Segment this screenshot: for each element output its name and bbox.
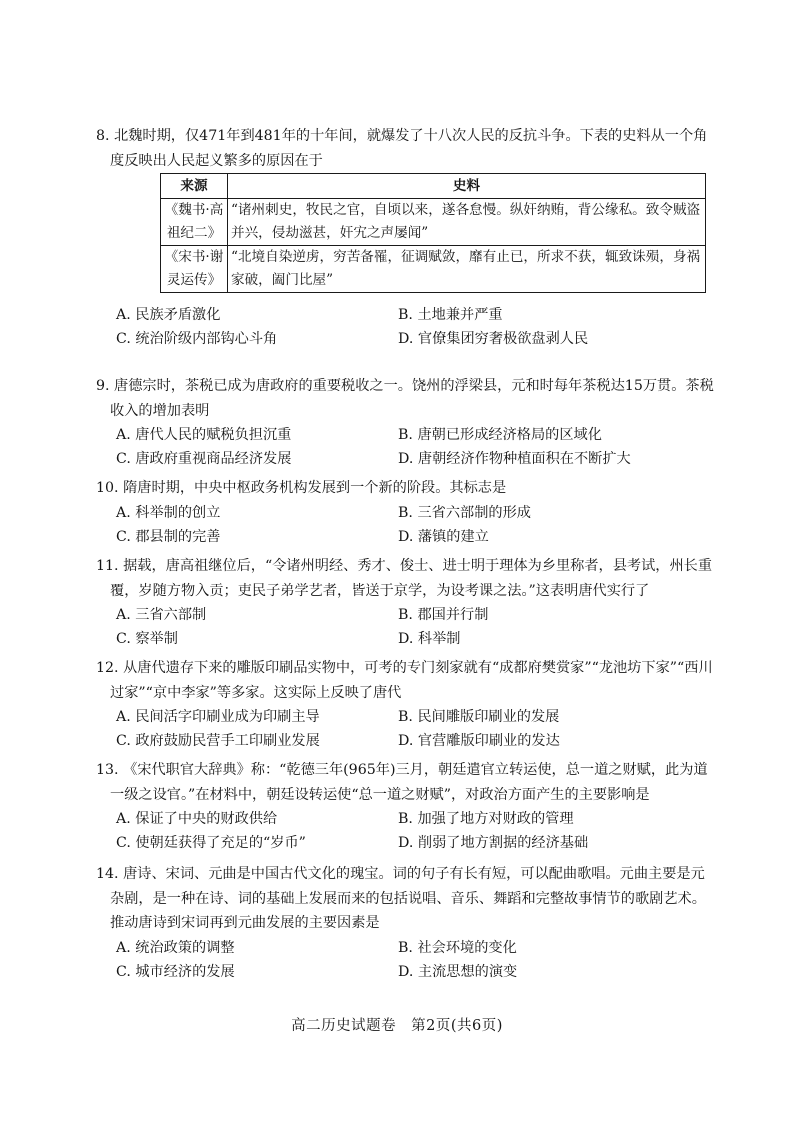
option-b[interactable]: B. 三省六部制的形成	[398, 504, 531, 521]
question-stem: 9. 唐德宗时，茶税已成为唐政府的重要税收之一。饶州的浮梁县，元和时每年茶税达15万贯。茶税收入的增加表明	[96, 378, 714, 419]
option-d[interactable]: D. 唐朝经济作物种植面积在不断扩大	[398, 451, 631, 467]
question-9	[96, 374, 716, 471]
question-13	[96, 758, 716, 855]
options	[116, 423, 716, 471]
option-c[interactable]: C. 郡县制的完善	[116, 528, 221, 545]
option-c[interactable]: C. 城市经济的发展	[116, 963, 235, 980]
option-d[interactable]: D. 科举制	[398, 631, 461, 647]
question-12	[96, 656, 716, 753]
table-header-row	[161, 174, 706, 199]
table-row	[161, 246, 706, 293]
option-b[interactable]: B. 民间雕版印刷业的发展	[398, 709, 560, 725]
option-c[interactable]: C. 统治阶级内部钩心斗角	[116, 331, 278, 347]
option-a[interactable]: A. 民族矛盾激化	[116, 307, 221, 323]
options	[116, 936, 716, 984]
option-c[interactable]: C. 使朝廷获得了充足的“岁币”	[116, 835, 306, 851]
options	[116, 603, 716, 651]
option-d[interactable]: D. 主流思想的演变	[398, 963, 518, 980]
table-row	[161, 199, 706, 246]
question-stem: 11. 据载，唐高祖继位后，“令诸州明经、秀才、俊士、进士明于理体为乡里称者，县考试，州长重覆，岁随方物入贡；吏民子弟学艺者，皆送于京学，为设考课之法。”这表明唐代实行了	[96, 558, 713, 599]
table-cell-source: 《宋书·谢灵运传》	[161, 246, 228, 293]
option-d[interactable]: D. 削弱了地方割据的经济基础	[398, 835, 589, 851]
options	[116, 807, 716, 855]
option-b[interactable]: B. 社会环境的变化	[398, 939, 517, 956]
question-stem: 8. 北魏时期，仅471年到481年的十年间，就爆发了十八次人民的反抗斗争。下表的史料从一个角度反映出人民起义繁多的原因在于	[96, 128, 708, 169]
table-header: 史料	[228, 174, 706, 199]
option-b[interactable]: B. 唐朝已形成经济格局的区域化	[398, 427, 602, 443]
option-a[interactable]: A. 三省六部制	[116, 607, 207, 623]
question-stem: 10. 隋唐时期，中央中枢政务机构发展到一个新的阶段。其标志是	[96, 480, 507, 496]
options	[116, 303, 716, 351]
option-b[interactable]: B. 加强了地方对财政的管理	[398, 811, 574, 827]
option-c[interactable]: C. 察举制	[116, 631, 178, 647]
source-table	[160, 173, 706, 293]
table-cell-text: “诸州刺史，牧民之官，自顷以来，遂各怠慢。纵奸纳贿，背公缘私。致令贼盗并兴，侵劫滋甚，奸宄之声屡闻”	[228, 199, 706, 246]
option-b[interactable]: B. 郡国并行制	[398, 607, 489, 623]
option-c[interactable]: C. 唐政府重视商品经济发展	[116, 451, 292, 467]
options	[116, 501, 716, 549]
page-footer: 高二历史试题卷 第2页(共6页)	[291, 1018, 503, 1034]
option-d[interactable]: D. 藩镇的建立	[398, 528, 489, 545]
question-8	[96, 124, 716, 351]
option-b[interactable]: B. 土地兼并严重	[398, 307, 503, 323]
option-a[interactable]: A. 保证了中央的财政供给	[116, 811, 278, 827]
option-d[interactable]: D. 官营雕版印刷业的发达	[398, 733, 560, 749]
question-11	[96, 554, 716, 651]
options	[116, 705, 716, 753]
question-stem: 13. 《宋代职官大辞典》称：“乾德三年(965年)三月，朝廷遣官立转运使，总一道之财赋，此为道一级之设官。”在材料中，朝廷设转运使“总一道之财赋”，对政治方面产生的主要影响是	[96, 762, 708, 803]
option-d[interactable]: D. 官僚集团穷奢极欲盘剥人民	[398, 331, 589, 347]
table-header: 来源	[161, 174, 228, 199]
option-a[interactable]: A. 科举制的创立	[116, 504, 221, 521]
option-a[interactable]: A. 统治政策的调整	[116, 939, 235, 956]
question-10	[96, 476, 716, 549]
table-cell-text: “北境自染逆虏，穷苦备罹，征调赋敛，靡有止已，所求不获，辄致诛殒，身祸家破，阖门比屋”	[228, 246, 706, 293]
question-stem: 12. 从唐代遗存下来的雕版印刷品实物中，可考的专门刻家就有“成都府樊赏家”“龙池坊下家”“西川过家”“京中李家”等多家。这实际上反映了唐代	[96, 660, 713, 701]
option-c[interactable]: C. 政府鼓励民营手工印刷业发展	[116, 733, 320, 749]
option-a[interactable]: A. 民间活字印刷业成为印刷主导	[116, 709, 320, 725]
option-a[interactable]: A. 唐代人民的赋税负担沉重	[116, 427, 292, 443]
question-stem: 14. 唐诗、宋词、元曲是中国古代文化的瑰宝。词的句子有长有短，可以配曲歌唱。元曲主要是元杂剧，是一种在诗、词的基础上发展而来的包括说唱、音乐、舞蹈和完整故事情节的歌剧艺术。推动唐诗到宋词再到元曲发展的主要因素是	[96, 866, 706, 931]
question-14	[96, 862, 716, 984]
table-cell-source: 《魏书·高祖纪二》	[161, 199, 228, 246]
